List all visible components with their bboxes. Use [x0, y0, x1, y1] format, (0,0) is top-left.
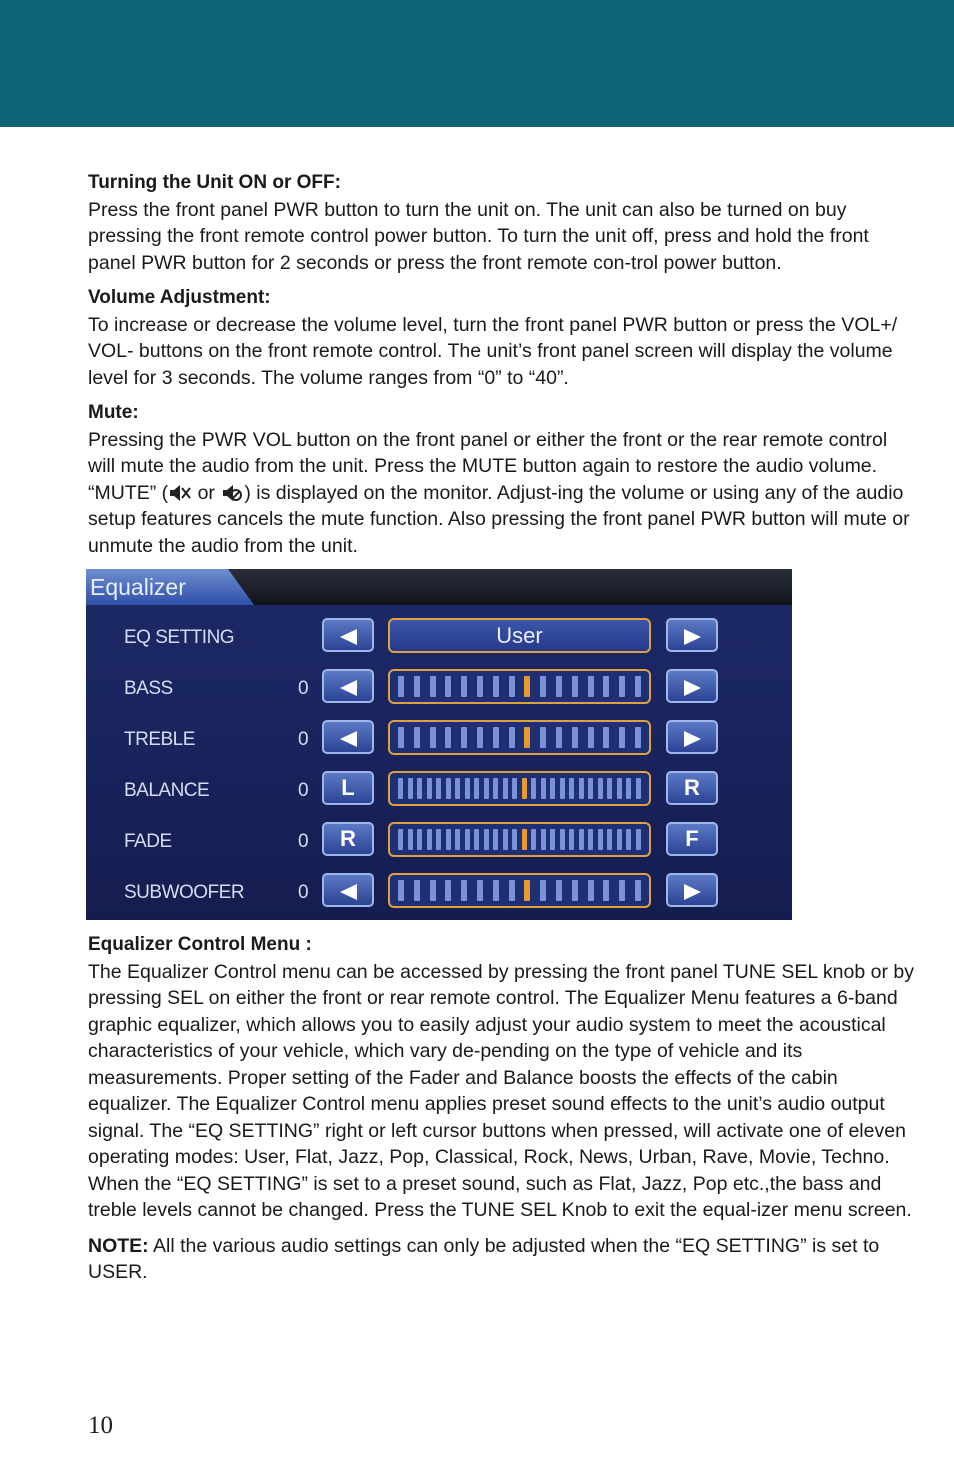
slider-segment — [619, 676, 625, 697]
slider-segment — [493, 880, 499, 901]
slider-segment — [556, 727, 562, 748]
slider-segment — [461, 727, 467, 748]
slider-segment — [556, 880, 562, 901]
right-arrow-icon — [684, 629, 701, 645]
power-body: Press the front panel PWR button to turn the unit on. The unit can also be turned on buy pressing the front remote control power button. To turn the unit off, press and hold the front panel PWR button for 2 seconds or press the front remote con-trol power button. — [88, 198, 869, 274]
slider-segment — [524, 676, 530, 697]
slider-segment — [588, 778, 593, 799]
eq-row-decrease-button[interactable] — [322, 669, 374, 703]
mute-body — [88, 427, 914, 560]
slider-segment — [540, 880, 546, 901]
header-band — [0, 0, 954, 127]
slider-segment — [560, 829, 565, 850]
eq-setting-next-button[interactable] — [666, 618, 718, 652]
slider-segment — [598, 829, 603, 850]
slider-segment — [531, 778, 536, 799]
equalizer-screenshot — [86, 569, 792, 920]
slider-segment — [477, 676, 483, 697]
eq-row-increase-button[interactable] — [666, 720, 718, 754]
slider-segment — [617, 778, 622, 799]
slider-segment — [636, 829, 641, 850]
slider-segment — [427, 778, 432, 799]
slider-segment — [588, 880, 594, 901]
slider-segment — [446, 778, 451, 799]
slider-segment — [617, 829, 622, 850]
slider-segment — [427, 829, 432, 850]
slider-segment — [603, 727, 609, 748]
eq-row-decrease-button[interactable] — [322, 720, 374, 754]
slider-segment — [512, 829, 517, 850]
slider-segment — [541, 829, 546, 850]
slider-segment — [522, 829, 527, 850]
slider-segment — [524, 727, 530, 748]
slider-segment — [588, 676, 594, 697]
slider-segment — [493, 727, 499, 748]
speaker-off-icon — [220, 483, 244, 503]
section-volume — [88, 285, 914, 391]
slider-segment — [461, 880, 467, 901]
eq-row-fade — [86, 820, 792, 860]
slider-segment — [626, 829, 631, 850]
speaker-mute-icon — [168, 483, 192, 503]
left-arrow-icon — [340, 629, 357, 645]
slider-segment — [607, 829, 612, 850]
equalizer-title: Equalizer — [90, 574, 186, 600]
slider-segment — [398, 880, 404, 901]
left-arrow-icon — [340, 884, 357, 900]
mute-body-or: or — [192, 481, 221, 504]
eq-row-value: 0 — [298, 831, 309, 852]
slider-segment — [509, 676, 515, 697]
section-power — [88, 170, 914, 276]
slider-segment — [619, 727, 625, 748]
eq-row-value: 0 — [298, 780, 309, 801]
eq-row-slider[interactable] — [388, 720, 651, 755]
slider-segment — [398, 778, 403, 799]
right-arrow-icon — [684, 731, 701, 747]
slider-segment — [603, 880, 609, 901]
page-number: 10 — [88, 1412, 113, 1439]
slider-segment — [436, 829, 441, 850]
eq-row-slider[interactable] — [388, 669, 651, 704]
slider-segment — [398, 676, 404, 697]
slider-segment — [509, 727, 515, 748]
eq-row-subwoofer — [86, 871, 792, 911]
eq-row-label: TREBLE — [124, 729, 195, 750]
slider-segment — [512, 778, 517, 799]
slider-segment — [636, 778, 641, 799]
slider-segment — [477, 727, 483, 748]
slider-segment — [550, 778, 555, 799]
equalizer-menu-body: The Equalizer Control menu can be accessed by pressing the front panel TUNE SEL knob or by pressing SEL on either the front or rear remote control. The Equalizer Menu features a 6-band graphic equalizer, which allows you to easily adjust your audio system to meet the acoustical characteristics of your vehicle, which vary de-pending on the type of vehicle and its measurements. Proper setting of the Fader and Balance boosts the effects of the cabin equalizer. The Equalizer Control menu applies preset sound effects to the unit’s audio output signal. The “EQ SETTING” right or left cursor buttons when pressed, will activate one of eleven operating modes: User, Flat, Jazz, Pop, Classical, Rock, News, Urban, Rave, Movie, Techno. When the “EQ SETTING” is set to a preset sound, such as Flat, Jazz, Pop etc.,the bass and treble levels cannot be changed. Press the TUNE SEL Knob to exit the equal-izer menu screen. — [88, 960, 914, 1221]
slider-segment — [484, 778, 489, 799]
slider-segment — [569, 829, 574, 850]
slider-segment — [445, 880, 451, 901]
slider-segment — [436, 778, 441, 799]
slider-segment — [541, 778, 546, 799]
slider-segment — [461, 676, 467, 697]
slider-segment — [474, 829, 479, 850]
eq-setting-row — [86, 616, 792, 656]
slider-segment — [465, 778, 470, 799]
eq-row-decrease-button[interactable] — [322, 873, 374, 907]
mute-body-before: Pressing the PWR VOL button on the front panel or either the front or the rear remote control will mute the audio from the unit. Press the MUTE button again to restore the audio volume. “MUTE” ( — [88, 428, 888, 504]
eq-row-slider[interactable] — [388, 873, 651, 908]
eq-row-decrease-button[interactable]: R — [322, 822, 374, 856]
eq-row-slider[interactable] — [388, 771, 651, 806]
slider-segment — [579, 829, 584, 850]
slider-segment — [503, 778, 508, 799]
slider-segment — [414, 676, 420, 697]
slider-segment — [398, 829, 403, 850]
eq-row-balance — [86, 769, 792, 809]
eq-row-value: 0 — [298, 678, 309, 699]
slider-segment — [588, 829, 593, 850]
slider-segment — [398, 727, 404, 748]
slider-segment — [572, 676, 578, 697]
eq-row-increase-button[interactable]: F — [666, 822, 718, 856]
note-label: NOTE: — [88, 1234, 149, 1257]
section-mute — [88, 400, 914, 559]
slider-segment — [572, 880, 578, 901]
eq-row-decrease-button[interactable]: L — [322, 771, 374, 805]
slider-segment — [522, 778, 527, 799]
slider-segment — [607, 778, 612, 799]
slider-segment — [635, 676, 641, 697]
eq-row-value: 0 — [298, 729, 309, 750]
right-arrow-icon — [684, 680, 701, 696]
note-body — [88, 1233, 914, 1286]
slider-segment — [445, 727, 451, 748]
eq-row-increase-button[interactable]: R — [666, 771, 718, 805]
left-arrow-icon — [340, 680, 357, 696]
mute-body-after: ) is displayed on the monitor. Adjust-ing the volume or using any of the audio setup features cancels the mute function. Also pressing the front panel PWR button will mute or unmute the audio from the unit. — [88, 481, 910, 557]
slider-segment — [417, 778, 422, 799]
eq-row-treble — [86, 718, 792, 758]
slider-segment — [598, 778, 603, 799]
slider-segment — [635, 880, 641, 901]
section-equalizer-menu — [88, 932, 914, 1224]
slider-segment — [408, 778, 413, 799]
slider-segment — [408, 829, 413, 850]
slider-segment — [626, 778, 631, 799]
power-heading: Turning the Unit ON or OFF: — [88, 172, 341, 193]
slider-segment — [603, 676, 609, 697]
slider-segment — [484, 829, 489, 850]
slider-segment — [474, 778, 479, 799]
slider-segment — [455, 778, 460, 799]
eq-row-value: 0 — [298, 882, 309, 903]
eq-row-label: BASS — [124, 678, 173, 699]
eq-row-label: SUBWOOFER — [124, 882, 245, 903]
volume-heading: Volume Adjustment: — [88, 287, 271, 308]
slider-segment — [524, 880, 530, 901]
eq-row-label: BALANCE — [124, 780, 210, 801]
slider-segment — [635, 727, 641, 748]
slider-segment — [493, 829, 498, 850]
slider-segment — [531, 829, 536, 850]
slider-segment — [540, 676, 546, 697]
slider-segment — [477, 880, 483, 901]
eq-setting-value: User — [388, 618, 651, 653]
slider-segment — [556, 676, 562, 697]
slider-segment — [503, 829, 508, 850]
eq-setting-label: EQ SETTING — [124, 627, 235, 648]
eq-row-increase-button[interactable] — [666, 669, 718, 703]
mute-heading: Mute: — [88, 402, 139, 423]
section-note — [88, 1233, 914, 1286]
slider-segment — [560, 778, 565, 799]
slider-segment — [509, 880, 515, 901]
slider-segment — [445, 676, 451, 697]
eq-setting-prev-button[interactable] — [322, 618, 374, 652]
slider-segment — [465, 829, 470, 850]
equalizer-menu-heading: Equalizer Control Menu : — [88, 934, 312, 955]
slider-segment — [588, 727, 594, 748]
slider-segment — [430, 880, 436, 901]
volume-body: To increase or decrease the volume level, turn the front panel PWR button or press the VOL+/ VOL- buttons on the front remote control. The unit’s front panel screen will display the volume level for 3 seconds. The volume ranges from “0” to “40”. — [88, 313, 898, 389]
slider-segment — [493, 778, 498, 799]
slider-segment — [430, 727, 436, 748]
slider-segment — [446, 829, 451, 850]
slider-segment — [414, 880, 420, 901]
slider-segment — [417, 829, 422, 850]
slider-segment — [550, 829, 555, 850]
eq-row-slider[interactable] — [388, 822, 651, 857]
left-arrow-icon — [340, 731, 357, 747]
slider-segment — [540, 727, 546, 748]
slider-segment — [455, 829, 460, 850]
right-arrow-icon — [684, 884, 701, 900]
slider-segment — [579, 778, 584, 799]
eq-row-bass — [86, 667, 792, 707]
note-text: All the various audio settings can only be adjusted when the “EQ SETTING” is set to USER. — [88, 1234, 880, 1283]
slider-segment — [572, 727, 578, 748]
slider-segment — [430, 676, 436, 697]
eq-row-label: FADE — [124, 831, 172, 852]
slider-segment — [619, 880, 625, 901]
manual-content — [88, 170, 914, 1295]
slider-segment — [493, 676, 499, 697]
eq-row-increase-button[interactable] — [666, 873, 718, 907]
slider-segment — [569, 778, 574, 799]
slider-segment — [414, 727, 420, 748]
